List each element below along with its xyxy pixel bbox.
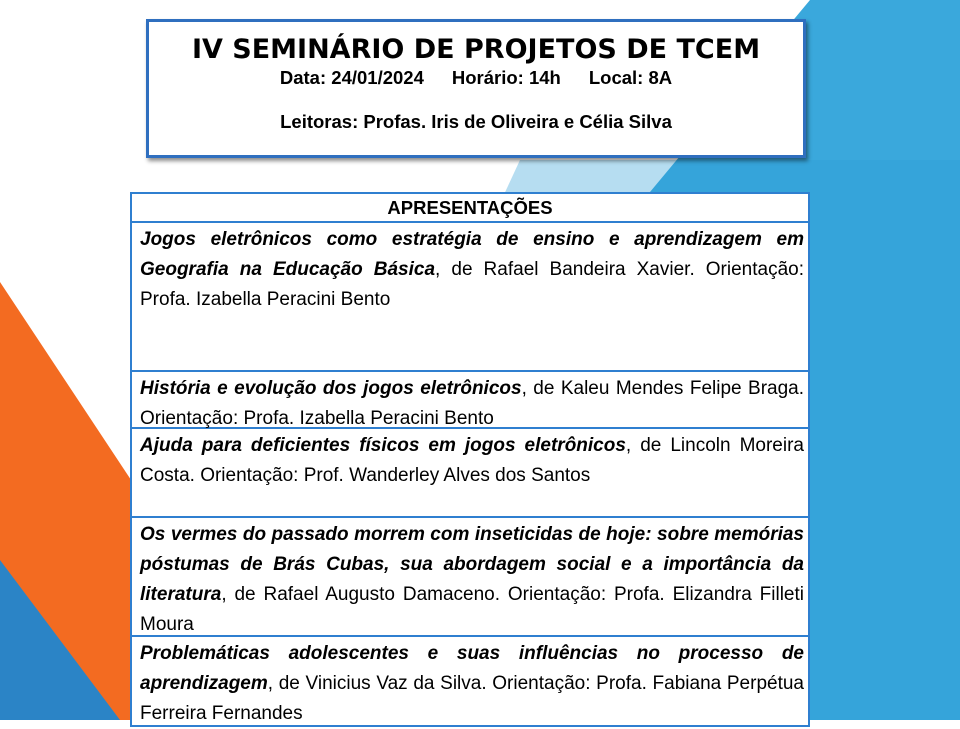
presentation-details: , de Vinicius Vaz da Silva. Orientação: Profa. Fabiana Perpétua Ferreira Fernandes (140, 673, 804, 724)
presentation-title: Os vermes do passado morrem com inseticidas de hoje: sobre memórias póstumas de Brás Cubas, sua abordagem social e a importância da literatura (140, 524, 804, 605)
presentation-title: História e evolução dos jogos eletrônicos (140, 378, 522, 399)
table-row (132, 518, 808, 637)
presentation-details: , de Lincoln Moreira Costa. Orientação: Prof. Wanderley Alves dos Santos (140, 435, 804, 486)
table-heading: APRESENTAÇÕES (132, 194, 808, 223)
event-info (149, 67, 803, 89)
event-date: Data: 24/01/2024 (279, 67, 424, 88)
presentation-details: , de Rafael Augusto Damaceno. Orientação: Profa. Elizandra Filleti Moura (140, 584, 804, 635)
table-row (132, 637, 808, 725)
presentation-details: , de Rafael Bandeira Xavier. Orientação: Profa. Izabella Peracini Bento (140, 259, 804, 310)
header-box (146, 19, 806, 158)
table-row (132, 372, 808, 429)
presentation-title: Problemáticas adolescentes e suas influências no processo de aprendizagem (140, 643, 804, 694)
presentation-title: Jogos eletrônicos como estratégia de ensino e aprendizagem em Geografia na Educação Básica (140, 229, 804, 280)
table-row (132, 223, 808, 372)
presentations-table (130, 192, 810, 727)
table-row (132, 429, 808, 518)
presentation-details: , de Kaleu Mendes Felipe Braga. Orientação: Profa. Izabella Peracini Bento (140, 378, 804, 429)
event-time: Horário: 14h (451, 67, 561, 88)
seminar-title: IV SEMINÁRIO DE PROJETOS DE TCEM (191, 34, 761, 65)
readers-line: Leitoras: Profas. Iris de Oliveira e Célia Silva (280, 111, 672, 132)
presentation-title: Ajuda para deficientes físicos em jogos eletrônicos (140, 435, 626, 456)
event-place: Local: 8A (588, 67, 673, 88)
